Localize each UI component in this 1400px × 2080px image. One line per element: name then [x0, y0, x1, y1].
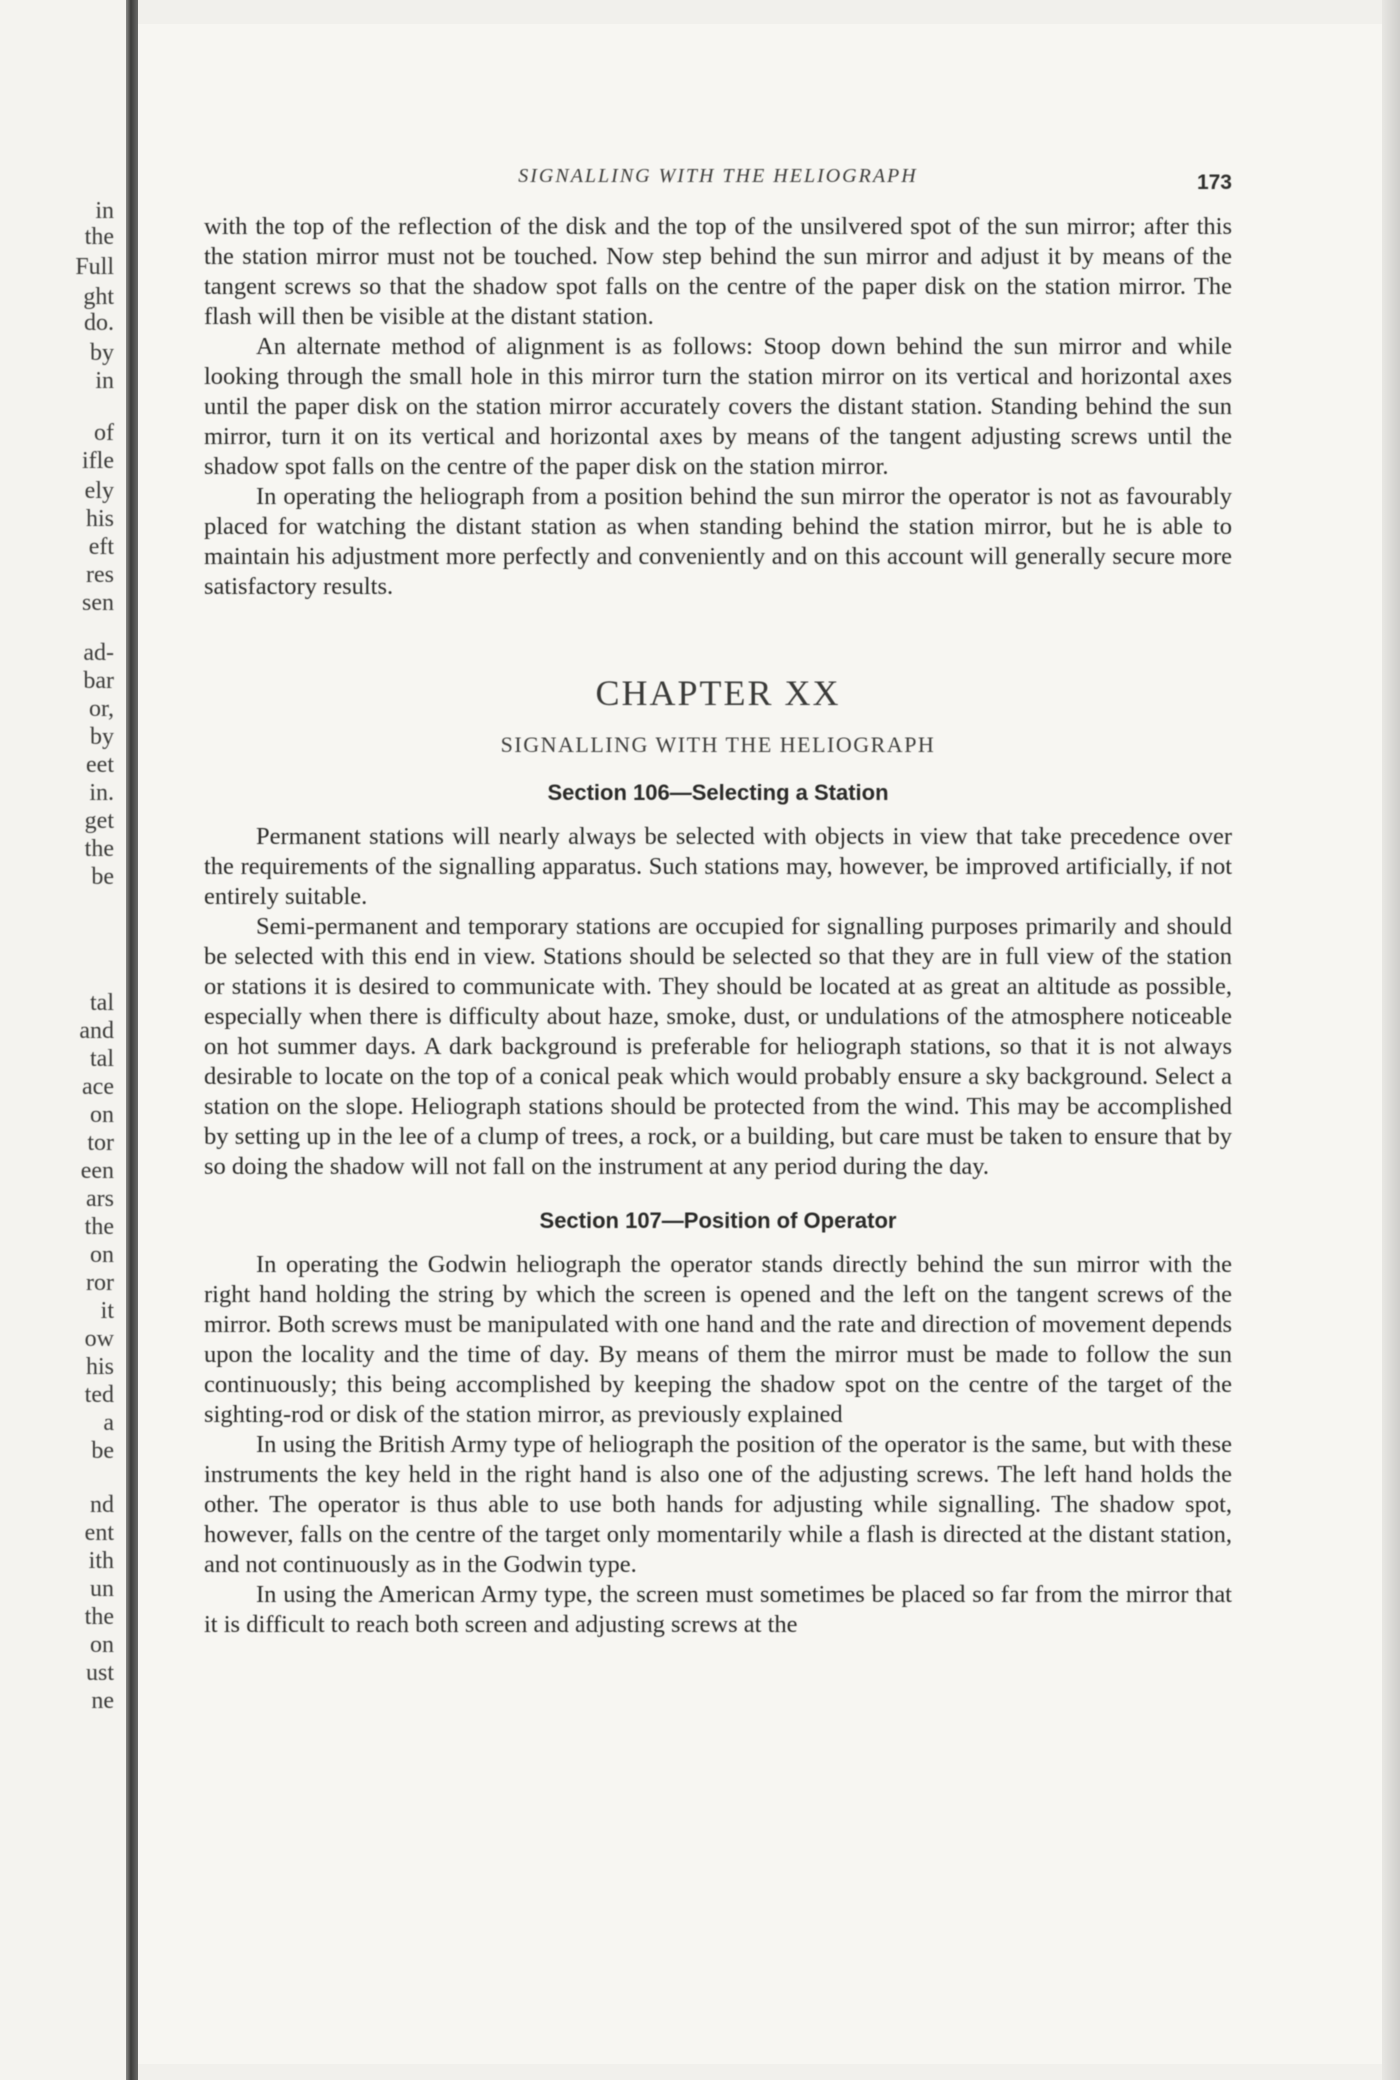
left-facing-page: [0, 0, 128, 2080]
left-page-fragment: ifle: [82, 448, 114, 474]
left-page-fragment: eft: [88, 534, 114, 560]
left-page-fragment: his: [85, 506, 114, 532]
left-page-fragment: ust: [85, 1660, 114, 1686]
left-page-fragment: get: [84, 808, 114, 834]
left-page-fragment: ars: [86, 1186, 114, 1212]
left-page-fragment: in: [95, 368, 114, 394]
left-page-fragment: and: [79, 1018, 114, 1044]
running-head: [204, 165, 1232, 195]
paragraph: with the top of the reflection of the disk and the top of the unsilvered spot of the sun mirror; after this the station mirror must not be touched. Now step behind the sun mirror and adjust it by means of the tangent screws so that the shadow spot falls on the centre of the paper disk on the station mirror. The flash will then be visible at the distant station.: [204, 213, 1232, 330]
left-page-fragment: by: [90, 724, 114, 750]
paragraph: In operating the heliograph from a position behind the sun mirror the operator is not as favourably placed for watching the distant station as when standing behind the station mirror, but he is able to maintain his adjustment more perfectly and conveniently and on this account will generally secure more satisfactory results.: [204, 483, 1232, 600]
left-page-fragment: ent: [84, 1520, 114, 1546]
left-page-fragment: ace: [82, 1074, 114, 1100]
left-page-fragment: or,: [88, 696, 114, 722]
paragraph: Semi-permanent and temporary stations are occupied for signalling purposes primarily and should be selected with this end in view. Stations should be selected so that they are in full view of the station or stations it is desired to communicate with. They should be located at as great an altitude as possible, especially when there is difficulty about haze, smoke, dust, or undulations of the atmosphere noticeable on hot summer days. A dark background is preferable for heliograph stations, so that it is not always desirable to locate on the top of a conical peak which would probably ensure a sky background. Select a station on the slope. Heliograph stations should be protected from the wind. This may be accomplished by setting up in the lee of a clump of trees, a rock, or a building, but care must be taken to ensure that by so doing the shadow will not fall on the instrument at any period during the day.: [204, 913, 1232, 1180]
section-heading: Section 106—Selecting a Station: [547, 780, 889, 805]
left-page-fragment: in.: [89, 780, 114, 806]
left-page-fragment: Full: [75, 254, 114, 280]
left-page-fragment: ror: [86, 1270, 114, 1296]
left-page-fragment: by: [90, 340, 114, 366]
left-page-fragment: the: [84, 224, 114, 250]
left-page-fragment: the: [84, 1214, 114, 1240]
page-body: [204, 212, 1232, 1640]
left-page-fragment: on: [90, 1242, 114, 1268]
left-page-fragment: tor: [87, 1130, 114, 1156]
left-page-fragment: the: [84, 1604, 114, 1630]
left-page-fragment: bar: [83, 668, 114, 694]
chapter-title: CHAPTER XX: [595, 673, 841, 713]
left-page-fragment: on: [90, 1102, 114, 1128]
left-page-fragment: his: [85, 1354, 114, 1380]
left-page-fragment: on: [90, 1632, 114, 1658]
paragraph: In operating the Godwin heliograph the operator stands directly behind the sun mirror with the right hand holding the string by which the screen is opened and the left on the tangent screws of the mirror. Both screws must be manipulated with one hand and the rate and direction of movement depends upon the locality and the time of day. By means of them the mirror must be made to follow the sun continuously; this being accomplished by keeping the shadow spot on the centre of the target of the sighting-rod or disk of the station mirror, as previously explained: [204, 1251, 1232, 1428]
left-page-fragment: res: [86, 562, 114, 588]
left-page-fragment: eet: [86, 752, 114, 778]
left-page-fragment: ith: [88, 1548, 114, 1574]
left-page-fragment: be: [91, 864, 114, 890]
left-page-fragment: tal: [90, 990, 114, 1016]
left-page-fragment: do.: [84, 310, 114, 336]
paragraph: Permanent stations will nearly always be selected with objects in view that take precedence over the requirements of the signalling apparatus. Such stations may, however, be improved artificially, if not entirely suitable.: [204, 823, 1232, 910]
left-page-fragment: ted: [84, 1382, 114, 1408]
paragraph: An alternate method of alignment is as follows: Stoop down behind the sun mirror and while looking through the small hole in this mirror turn the station mirror on its vertical and horizontal axes until the paper disk on the station mirror accurately covers the distant station. Standing behind the sun mirror, turn it on its vertical and horizontal axes by means of the tangent adjusting screws until the shadow spot falls on the centre of the paper disk on the station mirror.: [204, 333, 1232, 480]
left-page-fragment: in: [95, 198, 114, 224]
left-page-fragment: be: [91, 1438, 114, 1464]
left-page-fragment: tal: [90, 1046, 114, 1072]
left-page-fragment: of: [94, 420, 114, 446]
left-page-fragment: ely: [84, 478, 114, 504]
left-page-fragment: a: [103, 1410, 114, 1436]
left-page-fragment: ow: [84, 1326, 114, 1352]
paragraph: In using the British Army type of heliograph the position of the operator is the same, but with these instruments the key held in the right hand is also one of the adjusting screws. The left hand holds the other. The operator is thus able to use both hands for adjusting while signalling. The shadow spot, however, falls on the centre of the target only momentarily while a flash is directed at the distant station, and not continuously as in the Godwin type.: [204, 1431, 1232, 1578]
book-gutter: [126, 0, 138, 2080]
page-number: 173: [1196, 171, 1232, 194]
left-page-fragment: the: [84, 836, 114, 862]
left-page-fragment: ad-: [83, 640, 114, 666]
left-page-fragment: nd: [90, 1492, 114, 1518]
left-page-fragment: un: [90, 1576, 114, 1602]
left-page-fragment: sen: [82, 590, 114, 616]
left-page-fragment: ne: [91, 1688, 114, 1714]
left-page-fragment: een: [80, 1158, 114, 1184]
left-page-fragment: it: [100, 1298, 114, 1324]
paragraph: In using the American Army type, the screen must sometimes be placed so far from the mirror that it is difficult to reach both screen and adjusting screws at the: [204, 1581, 1232, 1638]
page-edge: [1382, 0, 1400, 2080]
left-page-fragment: ght: [83, 284, 114, 310]
chapter-subtitle: SIGNALLING WITH THE HELIOGRAPH: [500, 732, 936, 757]
section-heading: Section 107—Position of Operator: [539, 1208, 897, 1233]
running-title: SIGNALLING WITH THE HELIOGRAPH: [518, 165, 918, 187]
